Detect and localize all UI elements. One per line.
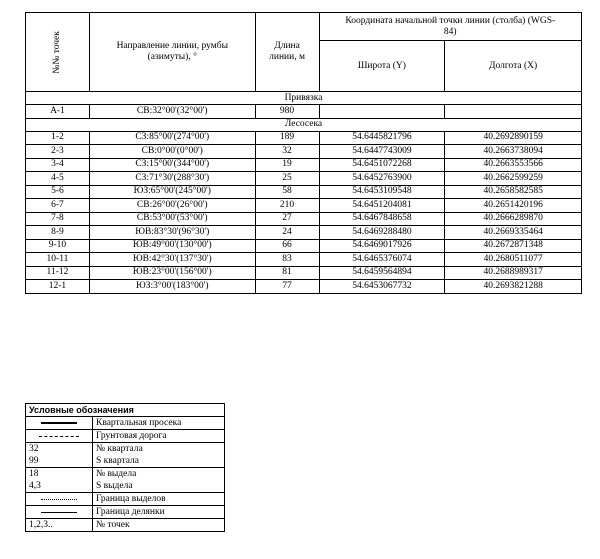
cell-longitude: 40.2663553566 (445, 158, 582, 172)
section-privyazka: Привязка (26, 92, 582, 105)
cell-direction: ЮЗ:65°00'(245°00') (89, 185, 255, 199)
header-longitude: Долгота (X) (445, 41, 582, 92)
legend-label: Грунтовая дорога (93, 430, 225, 443)
cell-longitude: 40.2669335464 (445, 226, 582, 240)
cell-length: 25 (255, 172, 319, 186)
cell-point: 7-8 (26, 212, 90, 226)
cell-longitude: 40.2663738094 (445, 145, 582, 159)
cell-length: 210 (255, 199, 319, 213)
table-row (26, 266, 582, 280)
table-row (26, 239, 582, 253)
cell-direction: ЮВ:42°30'(137°30') (89, 253, 255, 267)
legend-title: Условные обозначения (26, 404, 225, 417)
legend-item (26, 430, 225, 443)
cell-length: 81 (255, 266, 319, 280)
cell-longitude: 40.2666289870 (445, 212, 582, 226)
legend-label: Квартальная просека (93, 417, 225, 430)
cell-direction: СВ:32°00'(32°00') (89, 105, 255, 119)
table-row (26, 185, 582, 199)
section-lesoseka: Лесосека (26, 118, 582, 131)
cell-length: 58 (255, 185, 319, 199)
cell-latitude: 54.6459564894 (319, 266, 445, 280)
coordinates-table (25, 12, 582, 294)
legend-line-solid-thick (41, 422, 77, 424)
cell-point: 6-7 (26, 199, 90, 213)
legend-line-dashed (39, 436, 79, 437)
legend-symbol: 32 (26, 443, 93, 456)
cell-direction: СЗ:71°30'(288°30') (89, 172, 255, 186)
cell-point: 11-12 (26, 266, 90, 280)
table-row (26, 105, 582, 119)
cell-latitude: 54.6445821796 (319, 131, 445, 145)
legend-item (26, 468, 225, 481)
legend-label: № точек (93, 519, 225, 532)
legend-symbol: 1,2,3.. (26, 519, 93, 532)
header-latitude: Широта (Y) (319, 41, 445, 92)
legend-item (26, 506, 225, 519)
legend-label: № квартала (93, 443, 225, 456)
cell-longitude: 40.2672871348 (445, 239, 582, 253)
cell-latitude: 54.6453109548 (319, 185, 445, 199)
cell-direction: ЮЗ:3°00'(183°00') (89, 280, 255, 294)
cell-length: 19 (255, 158, 319, 172)
cell-direction: СВ:26°00'(26°00') (89, 199, 255, 213)
cell-length: 32 (255, 145, 319, 159)
table-row (26, 158, 582, 172)
legend-label: Граница выделов (93, 493, 225, 506)
cell-direction: ЮВ:49°00'(130°00') (89, 239, 255, 253)
header-point-numbers: №№ точек (26, 13, 90, 92)
cell-longitude: 40.2692890159 (445, 131, 582, 145)
cell-latitude: 54.6469017926 (319, 239, 445, 253)
table-row (26, 226, 582, 240)
cell-longitude: 40.2688989317 (445, 266, 582, 280)
cell-length: 189 (255, 131, 319, 145)
legend-table (25, 403, 225, 532)
cell-latitude: 54.6451072268 (319, 158, 445, 172)
cell-latitude: 54.6453067732 (319, 280, 445, 294)
cell-point: 10-11 (26, 253, 90, 267)
cell-length: 24 (255, 226, 319, 240)
header-length: Длина линии, м (255, 13, 319, 92)
cell-direction: СЗ:85°00'(274°00') (89, 131, 255, 145)
table-row (26, 199, 582, 213)
legend-item (26, 455, 225, 468)
cell-direction: ЮВ:23°00'(156°00') (89, 266, 255, 280)
cell-point: 12-1 (26, 280, 90, 294)
header-coordinates: Координата начальной точки линии (столба) (WGS-84) (319, 13, 582, 41)
cell-longitude (445, 105, 582, 119)
cell-longitude: 40.2651420196 (445, 199, 582, 213)
cell-longitude: 40.2658582585 (445, 185, 582, 199)
cell-length: 83 (255, 253, 319, 267)
cell-point: 8-9 (26, 226, 90, 240)
cell-point: 4-5 (26, 172, 90, 186)
cell-latitude: 54.6452763900 (319, 172, 445, 186)
header-direction: Направление линии, румбы (азимуты), ° (89, 13, 255, 92)
table-row (26, 172, 582, 186)
legend-label: Граница делянки (93, 506, 225, 519)
legend-symbol: 18 (26, 468, 93, 481)
cell-direction: СВ:53°00'(53°00') (89, 212, 255, 226)
legend-symbol: 4,3 (26, 480, 93, 493)
cell-direction: ЮВ:83°30'(96°30') (89, 226, 255, 240)
cell-direction: СЗ:15°00'(344°00') (89, 158, 255, 172)
table-row (26, 212, 582, 226)
cell-longitude: 40.2680511077 (445, 253, 582, 267)
cell-direction: СВ:0°00'(0°00') (89, 145, 255, 159)
cell-point: А-1 (26, 105, 90, 119)
legend-label: S квартала (93, 455, 225, 468)
cell-longitude: 40.2693821288 (445, 280, 582, 294)
cell-latitude: 54.6467848658 (319, 212, 445, 226)
table-row (26, 280, 582, 294)
legend-label: S выдела (93, 480, 225, 493)
cell-latitude: 54.6465376074 (319, 253, 445, 267)
legend-line-thin (41, 512, 77, 513)
legend-item (26, 443, 225, 456)
legend-item (26, 417, 225, 430)
table-row (26, 131, 582, 145)
cell-point: 9-10 (26, 239, 90, 253)
cell-latitude (319, 105, 445, 119)
cell-longitude: 40.2662599259 (445, 172, 582, 186)
legend-symbol (26, 493, 93, 506)
legend-item (26, 519, 225, 532)
cell-length: 27 (255, 212, 319, 226)
legend-symbol (26, 430, 93, 443)
legend-item (26, 480, 225, 493)
legend-item (26, 493, 225, 506)
table-row (26, 145, 582, 159)
legend-symbol (26, 506, 93, 519)
table-row (26, 253, 582, 267)
cell-length: 66 (255, 239, 319, 253)
legend-symbol: 99 (26, 455, 93, 468)
cell-length: 980 (255, 105, 319, 119)
cell-length: 77 (255, 280, 319, 294)
legend-symbol (26, 417, 93, 430)
legend-line-dotted (41, 499, 77, 500)
cell-point: 1-2 (26, 131, 90, 145)
cell-latitude: 54.6469288480 (319, 226, 445, 240)
cell-latitude: 54.6447743009 (319, 145, 445, 159)
cell-point: 2-3 (26, 145, 90, 159)
legend-label: № выдела (93, 468, 225, 481)
cell-point: 5-6 (26, 185, 90, 199)
cell-latitude: 54.6451204081 (319, 199, 445, 213)
cell-point: 3-4 (26, 158, 90, 172)
